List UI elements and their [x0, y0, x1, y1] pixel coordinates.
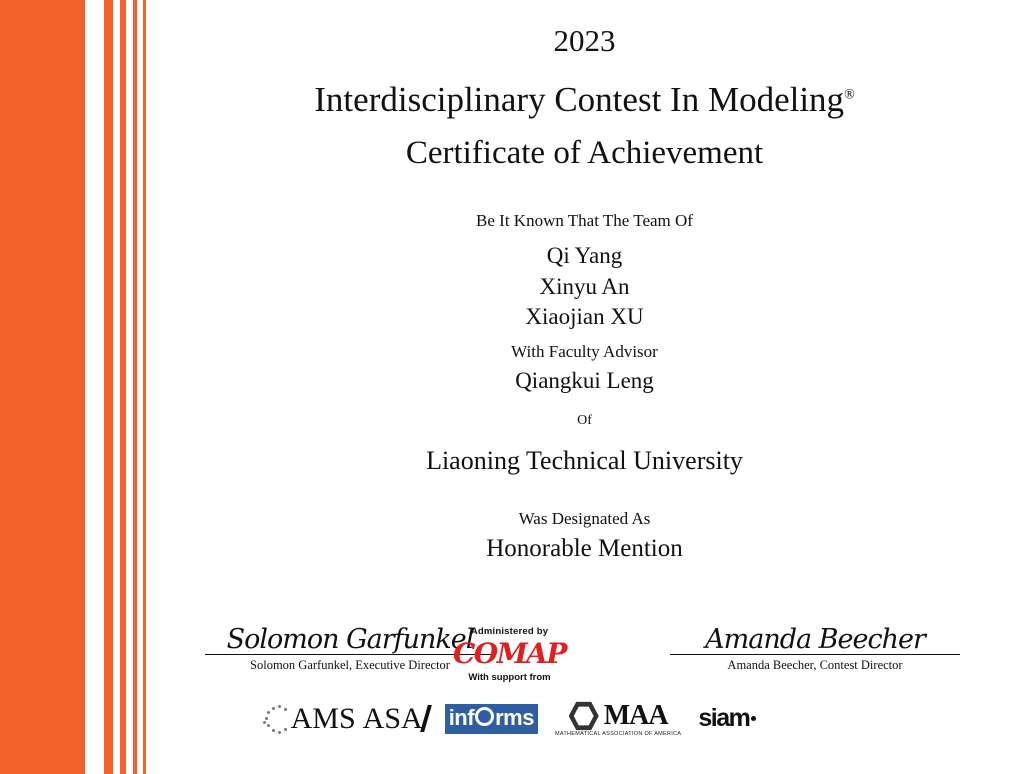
informs-logo — [445, 704, 538, 734]
of-label: Of — [577, 413, 592, 429]
administered-by-label: Administered by — [470, 626, 549, 637]
informs-box — [445, 704, 538, 734]
document-title: Certificate of Achievement — [405, 135, 764, 172]
contest-year: 2023 — [553, 23, 616, 58]
informs-o-icon — [475, 707, 494, 726]
maa-row — [569, 700, 668, 732]
ams-logo — [263, 702, 428, 736]
administration-block — [0, 626, 1019, 683]
team-member: Xinyu An — [539, 273, 630, 299]
team-member: Xiaojian XU — [525, 304, 644, 330]
team-member: Qi Yang — [546, 243, 623, 269]
signature-caption: Amanda Beecher, Contest Director — [727, 658, 903, 672]
maa-text: MAA — [603, 700, 668, 731]
maa-logo — [555, 700, 681, 737]
advisor-label: With Faculty Advisor — [511, 342, 658, 362]
asa-text: ASA — [362, 701, 423, 735]
signature-script: Amanda Beecher — [705, 624, 925, 655]
siam-text: siam — [698, 704, 750, 732]
sponsor-logo-row — [0, 700, 1019, 737]
support-from-label: With support from — [468, 672, 551, 684]
maa-subtitle: MATHEMATICAL ASSOCIATION OF AMERICA — [554, 731, 682, 737]
informs-text-before: inf — [448, 704, 475, 730]
award-name: Honorable Mention — [486, 535, 683, 563]
contest-title — [150, 80, 1019, 120]
ams-text: AMS — [290, 701, 356, 735]
institution-name: Liaoning Technical University — [426, 446, 743, 476]
registered-mark: ® — [844, 87, 855, 103]
signature-script: Solomon Garfunkel — [226, 624, 474, 655]
signature-caption: Solomon Garfunkel, Executive Director — [250, 658, 450, 672]
advisor-name: Qiangkui Leng — [515, 368, 654, 394]
ams-dots-icon — [263, 704, 289, 734]
siam-logo — [698, 704, 756, 733]
contest-title-text: Interdisciplinary Contest In Modeling — [314, 80, 845, 120]
comap-logo: COMAP — [453, 637, 566, 670]
designated-label: Was Designated As — [518, 509, 651, 529]
siam-dot-icon — [751, 716, 756, 721]
known-line: Be It Known That The Team Of — [476, 211, 693, 231]
maa-hexagon-icon — [569, 701, 599, 731]
informs-text-after: rms — [495, 704, 534, 730]
